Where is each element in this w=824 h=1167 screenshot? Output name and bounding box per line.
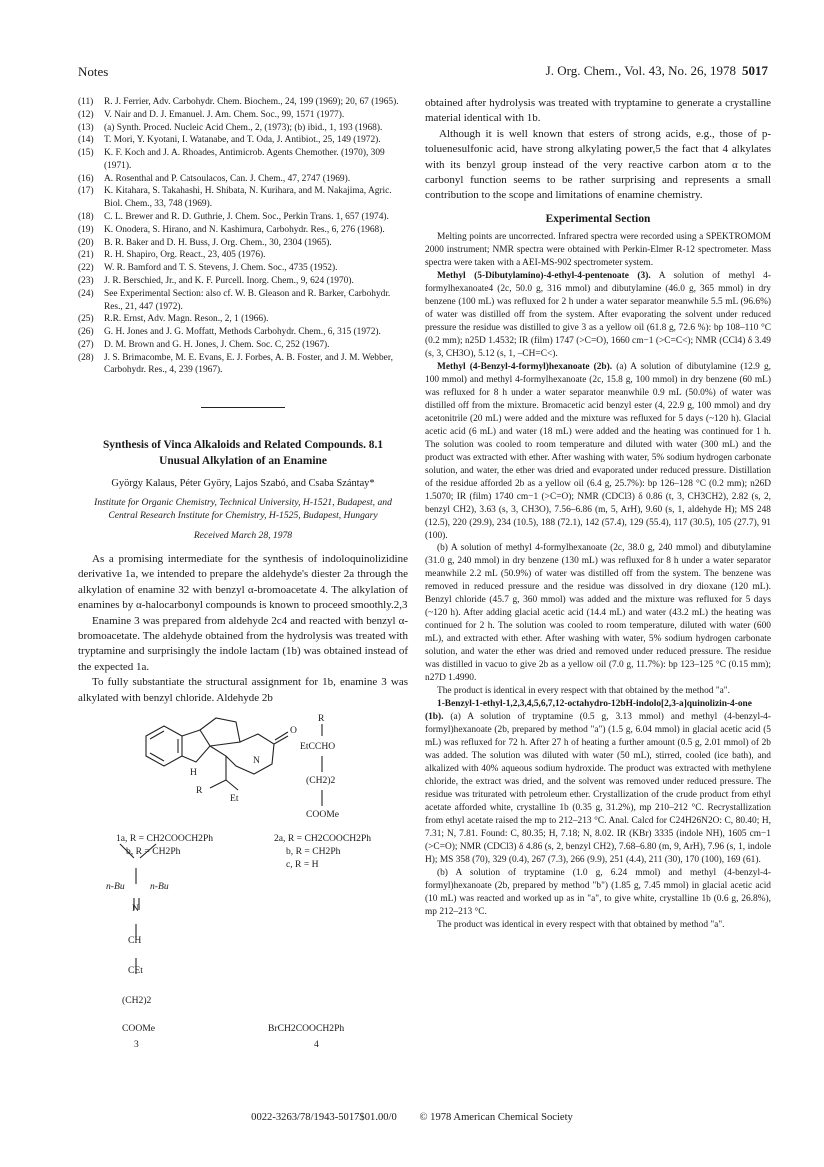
reference-item [78,352,408,378]
pyrrole-ring [182,730,210,762]
reference-item [78,313,408,326]
substituent-label: n-Bu [150,880,169,892]
paragraph-text: Melting points are uncorrected. Infrared spectra were recorded using a SPEKTROMOM 2000 instrument; NMR spectra were obtained with Perkin-Elmer R-12 spectrometer. Mass spectra were taken with a AEI-MS-902 spectrometer system. [425,232,771,269]
reference-number: (11) [78,97,94,107]
reference-number: (22) [78,263,94,274]
reference-item [78,122,408,135]
reference-item [78,224,408,237]
reference-item [78,249,408,262]
reference-item [78,147,408,173]
reference-item [78,96,408,109]
running-head-section: Notes [78,64,109,79]
structure-3-line: COOMe [122,1022,156,1034]
paragraph-text: A solution of methyl 4-formylhexanoate4 (2c, 50.0 g, 316 mmol) and dibutylamine (46.0 g, 365 mmol) in dry benzene (100 mL) was refluxed for 2 h under a water separator meanwhile 5.5 mL (96.6%) of water was distilled off from the system. After evaporating the solvent under reduced pressure the residue was distilled to give 3 as a yellow oil (61.8 g, 72.6 %): bp 108–110 °C (0.2 mm); n25D 1.4532; IR (film) 1747 (>C=O), 1660 cm−1 (>C=C<); NMR (CCl4) δ 3.49 (s, 3, CH3O), 5.12 (s, 1, –CH=C<). [425,271,771,359]
reference-number: (27) [78,339,94,350]
paragraph-lead: Methyl (5-Dibutylamino)-4-ethyl-4-pentenoate (3). [437,271,651,282]
substituent-label: n-Bu [106,880,125,892]
reference-item [78,237,408,250]
reference-number: (21) [78,250,94,261]
reference-number: (15) [78,148,94,159]
reference-item [78,173,408,186]
structure-3-line: (CH2)2 [122,994,152,1006]
experimental-paragraph [425,542,771,685]
substituent-label: R [318,712,325,724]
experimental-paragraph [425,698,771,867]
compound-1b-label: b, R = CH2Ph [126,845,181,857]
body-paragraph: As a promising intermediate for the synthesis of indoloquinolizidine derivative 1a, we intended to prepare the aldehyde's diester 2a through the alkylation of enamine 32 with benzyl α-bromoacetate 4. The alkylation of enamines by α-halocarbonyl compounds is known to proceed smoothly.2,3 [78,553,408,612]
reference-number: (17) [78,186,94,197]
experimental-paragraph [425,231,771,270]
structure-3-line: CEt [128,964,143,976]
reference-text: K. Onodera, S. Hirano, and N. Kashimura, Carbohydr. Res., 6, 276 (1968). [104,224,385,235]
reference-text: V. Nair and D. J. Emanuel. J. Am. Chem. Soc., 99, 1571 (1977). [104,109,345,120]
page-number: 5017 [742,63,768,78]
paragraph-lead: Methyl (4-Benzyl-4-formyl)hexanoate (2b). [437,361,613,372]
reference-text: (a) Synth. Proced. Nucleic Acid Chem., 2, (1973); (b) ibid., 1, 193 (1968). [104,122,383,133]
reference-list [78,96,408,377]
piperidine-ring [200,718,240,746]
compound-3-label: 3 [134,1038,139,1050]
reference-number: (13) [78,122,94,133]
substituent-label: Et [230,792,239,804]
reference-text: T. Mori, Y. Kyotani, I. Watanabe, and T. Oda, J. Antibiot., 25, 149 (1972). [104,135,381,146]
running-head-journal [546,63,768,79]
reference-number: (28) [78,352,94,363]
left-column [78,96,408,1052]
reference-item [78,339,408,352]
paragraph-text: The product is identical in every respect with that obtained by the method "a". [437,686,730,697]
paragraph-text: (b) A solution of tryptamine (1.0 g, 6.24 mmol) and methyl (4-benzyl-4-formyl)hexanoate (2b, prepared by method "b") (1.85 g, 7.45 mmol) in glacial acetic acid (10 mL) was reacted and worked up as in "a", to give white, crystalline 1b (0.6 g, 26.8%), mp 212–213 °C. [425,867,771,917]
structure-2-line: EtCCHO [300,740,336,752]
experimental-paragraph [425,361,771,543]
reference-text: J. R. Berschied, Jr., and K. F. Purcell. Inorg. Chem., 9, 624 (1970). [104,275,354,286]
structures-figure [78,712,408,1052]
reference-number: (20) [78,237,94,248]
structure-2-line: COOMe [306,808,340,820]
reference-item [78,262,408,275]
structure-2-line: (CH2)2 [306,774,336,786]
reference-text: D. M. Brown and G. H. Jones, J. Chem. Soc. C, 252 (1967). [104,339,330,350]
reference-item [78,288,408,314]
copyright-notice: © 1978 American Chemical Society [419,1112,573,1123]
structure-3-line: CH [128,934,142,946]
reference-number: (19) [78,224,94,235]
compound-4-formula: BrCH2COOCH2Ph [268,1022,345,1034]
reference-number: (25) [78,314,94,325]
reference-text: K. F. Koch and J. A. Rhoades, Antimicrob. Agents Chemother. (1970), 309 (1971). [104,148,385,171]
reference-text: B. R. Baker and D. H. Buss, J. Org. Chem., 30, 2304 (1965). [104,237,332,248]
compound-1a-label: 1a, R = CH2COOCH2Ph [116,832,214,844]
right-column [425,96,771,932]
body-paragraph: To fully substantiate the structural assignment for 1b, enamine 3 was alkylated with benzyl chloride. Aldehyde 2b [78,676,408,704]
atom-label: N [132,902,139,914]
journal-citation: J. Org. Chem., Vol. 43, No. 26, 1978 [545,63,736,78]
compound-2c-label: c, R = H [286,858,319,870]
experimental-paragraph [425,867,771,919]
article-authors: György Kalaus, Péter Györy, Lajos Szabó, and Csaba Szántay* [111,477,375,489]
experimental-paragraph [425,919,771,932]
reference-text: C. L. Brewer and R. D. Guthrie, J. Chem. Soc., Perkin Trans. 1, 657 (1974). [104,212,389,223]
reference-number: (23) [78,275,94,286]
reference-number: (24) [78,288,94,299]
paragraph-lead: 1-Benzyl-1-ethyl-1,2,3,4,5,6,7,12-octahydro-12bH-indolo[2,3-a]quinolizin-4-one (1b). [425,699,752,723]
reference-text: K. Kitahara, S. Takahashi, H. Shibata, N. Kurihara, and M. Nakajima, Agric. Biol. Chem., 33, 748 (1969). [104,186,392,210]
reference-item [78,134,408,147]
page-footer [0,1112,824,1123]
reference-number: (12) [78,109,94,120]
paragraph-text: (a) A solution of tryptamine (0.5 g, 3.13 mmol) and methyl (4-benzyl-4-formyl)hexanoate (2b, prepared by method "a") (1.5 g, 6.04 mmol) in glacial acetic acid (5 mL) was refluxed for 72 h. After 27 h of heating a further amount (0.5 g, 2.01 mmol) of 2b was added. The solution was diluted with water (50 mL), stirred, cooled (ice bath), and alkalized with 40% aqueous sodium hydroxide. The product was extracted with methylene chloride, the extract was dried, and the solvent was removed under reduced pressure. The residue was triturated with petroleum ether. Crystallization of the crude product from ethyl acetate afforded white, crystalline 1b (0.35 g, 31.2%), mp 210–212 °C. Recrystallization from ethyl acetate raised the mp to 212–213 °C. Anal. Calcd for C24H26N2O: C, 80.40; H, 7.31; N, 7.81. Found: C, 80.35; H, 7.18; N, 8.02. IR (KBr) 3335 (indole NH), 1605 cm−1 (>C=O); NMR (CDCl3) δ 4.86 (s, 2, benzyl CH2), 7.68–6.80 (m, 9, ArH), 7.96 (s, 1, indole H); MS 358 (70), 329 (0.4), 267 (7.3), 266 (9.9), 251 (4.4), 211 (30), 170 (100), 169 (61). [425,712,771,865]
reference-item [78,326,408,339]
body-paragraph: Although it is well known that esters of strong acids, e.g., those of p-toluenesulfonic acid, have strong alkylating power,5 the fact that 4 alkylates with its benzyl group instead of the very reactive carbon atom α to the carbonyl function seems to be rather surprising and represents a small contribution to the scope and limitations of enamine chemistry. [425,127,771,202]
section-divider [201,407,285,408]
body-paragraph: obtained after hydrolysis was treated with tryptamine to generate a crystalline material identical with 1b. [425,97,771,125]
reference-item [78,211,408,224]
reference-item [78,185,408,211]
reference-text: R. J. Ferrier, Adv. Carbohydr. Chem. Biochem., 24, 199 (1969); 20, 67 (1965). [104,97,399,107]
substituent-label: R [196,784,203,796]
article-affiliation: Institute for Organic Chemistry, Technical University, H-1521, Budapest, and Central Research Institute for Chemistry, H-1525, Budapest, Hungary [94,497,392,522]
document-code: 0022-3263/78/1943-5017$01.00/0 [251,1112,397,1123]
compound-2b-label: b, R = CH2Ph [286,845,341,857]
reference-text: A. Rosenthal and P. Catsoulacos, Can. J. Chem., 47, 2747 (1969). [104,173,351,184]
reference-number: (16) [78,173,94,184]
reference-text: R. H. Shapiro, Org. React., 23, 405 (1976). [104,250,266,261]
atom-label: O [290,724,297,736]
experimental-heading: Experimental Section [545,212,651,225]
paragraph-text: (b) A solution of methyl 4-formylhexanoate (2c, 38.0 g, 240 mmol) and dibutylamine (31.0 g, 240 mmol) in dry benzene (130 mL) was refluxed for 8 h under a water separator meanwhile 2.2 mL (50.9%) of water was distilled off from the system. The benzene was removed in reduced pressure and the residue was dissolved in dry dioxane (120 mL). Benzyl chloride (45.7 g, 360 mmol) was added and the mixture was refluxed for 5 days (~120 h). After adding glacial acetic acid (14.4 mL) and water (43.2 mL) the heating was continued for 2 h. The solution was cooled to room temperature, diluted with water (600 mL), and extracted with ether. After washing with water, 5% sodium hydrogen carbonate solution, and water the ether was dried and removed under reduced pressure. The residue was distilled in vacuo to give 2b as a yellow oil (7.0 g, 11.7%): bp 123–125 °C (0.15 mm); n27D 1.4990. [425,543,771,684]
compound-2a-label: 2a, R = CH2COOCH2Ph [274,832,372,844]
atom-label: N [253,754,260,766]
article-title: Synthesis of Vinca Alkaloids and Related Compounds. 8.1 Unusual Alkylation of an Enamine [102,439,384,467]
body-paragraph: Enamine 3 was prepared from aldehyde 2c4 and reacted with benzyl α-bromoacetate. The aldehyde obtained from the hydrolysis was treated with tryptamine and surprisingly the indole lactam (1b) was obtained instead of the expected 1a. [78,614,408,673]
benzene-ring [146,726,182,766]
reference-item [78,109,408,122]
reference-text: R.R. Ernst, Adv. Magn. Reson., 2, 1 (1966). [104,314,269,325]
reference-text: G. H. Jones and J. G. Moffatt, Methods Carbohydr. Chem., 6, 315 (1972). [104,327,381,338]
experimental-paragraph [425,685,771,698]
experimental-paragraph [425,270,771,361]
reference-number: (18) [78,212,94,223]
reference-number: (14) [78,135,94,146]
paragraph-text: (a) A solution of dibutylamine (12.9 g, 100 mmol) and methyl 4-formylhexanoate (2c, 15.8 g, 100 mmol) in dry benzene (60 mL) was refluxed for 8 h under a water separator meanwhile 0.9 mL (50.0%) of water was distilled off from the mixture. Bromacetic acid benzyl ester (4, 22.9 g, 100 mmol) and dry acetonitrile (20 mL) were added and the mixture was refluxed for 5 days (~120 h). Glacial acetic acid (6 mL) and water (18 mL) were added and the heating was continued for 1 h. The solution was cooled to room temperature and diluted with water (300 mL) and the product was extracted with ether. After washing with water, 5% sodium hydrogen carbonate solution, and water, the ether was dried and evaporated under reduced pressure. Distillation of the residue afforded 2b as a yellow oil (6.4 g, 25.7%): bp 126–128 °C (0.2 mm); n26D 1.5070; IR (film) 1740 cm−1 (>C=O); NMR (CDCl3) δ 0.86 (t, 3, CH3CH2), 2.82 (s, 2, benzyl CH2), 3.63 (s, 3, CH3O), 7.56–6.86 (m, 5, ArH), 9.60 (s, 1, aldehyde H); MS 248 (12.5), 220 (29.9), 234 (10.5), 188 (72.1), 142 (57.4), 129 (55.4), 117 (30.5), 105 (27.7), 91 (100). [425,361,771,541]
reference-text: See Experimental Section: also cf. W. B. Gleason and R. Barker, Carbohydr. Res., 21, 447 (1972). [104,288,391,312]
reference-text: J. S. Brimacombe, M. E. Evans, E. J. Forbes, A. B. Foster, and J. M. Webber, Carbohydr. Res., 4, 239 (1967). [104,352,393,376]
reference-number: (26) [78,327,94,338]
reference-item [78,275,408,288]
paragraph-text: The product was identical in every respect with that obtained by method "a". [437,919,725,930]
atom-label: H [190,766,197,778]
received-date: Received March 28, 1978 [193,529,293,541]
reference-text: W. R. Bamford and T. S. Stevens, J. Chem. Soc., 4735 (1952). [104,263,338,274]
compound-4-label: 4 [314,1038,319,1050]
